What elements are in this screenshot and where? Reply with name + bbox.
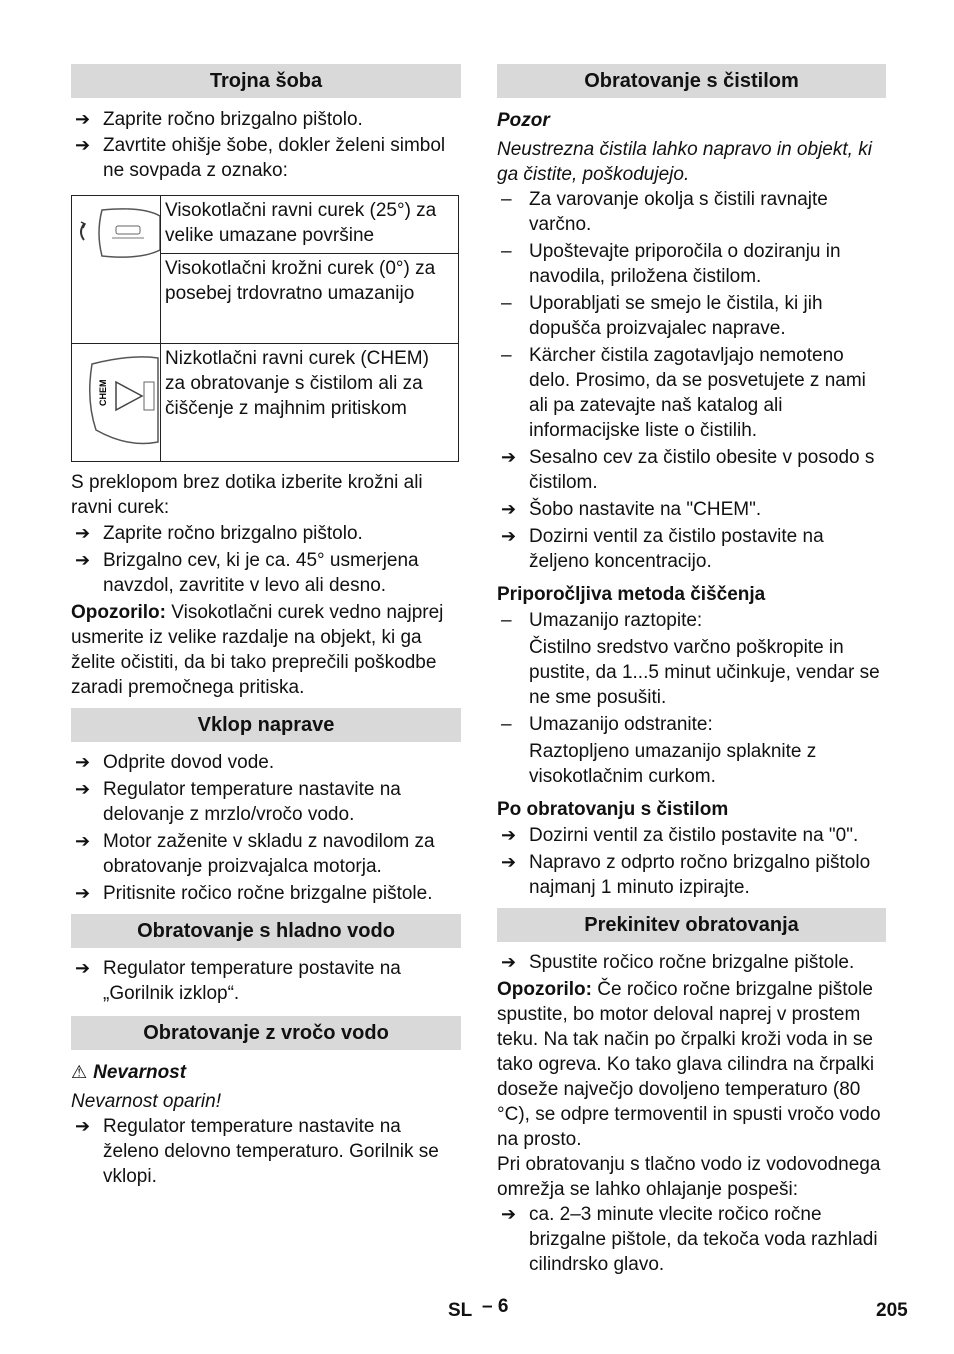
subheading-metoda: Priporočljiva metoda čiščenja [497,584,766,605]
arrow-icon: ➔ [75,831,91,851]
danger-heading: ⚠ Nevarnost [71,1062,187,1083]
arrow-icon: ➔ [75,523,91,543]
arrow-icon: ➔ [75,109,91,129]
nozzle-rotate-illustration [72,196,161,344]
arrow-icon: ➔ [501,952,517,972]
section-heading-vklop: Vklop naprave [71,708,461,742]
right-column [497,64,886,1277]
step: ➔ Regulator temperature nastavite na delovanje z mrzlo/vročo vodo. [75,779,401,825]
section-heading-trojna-soba: Trojna šoba [71,64,461,98]
nozzle-row-0: Visokotlačni krožni curek (0°) za posebej trdovratno umazanijo [161,253,459,343]
step: ➔ ca. 2–3 minute vlecite ročico ročne brizgalne pištole, da tekoča voda razhladi cilindrsko glavo. [501,1204,878,1275]
arrow-icon: ➔ [501,852,517,872]
arrow-icon: ➔ [75,883,91,903]
dash-item: – Uporabljati se smejo le čistila, ki jih dopušča proizvajalec naprave. [501,293,823,339]
step: ➔ Dozirni ventil za čistilo postavite na željeno koncentracijo. [501,526,824,572]
step: ➔ Odprite dovod vode. [75,752,275,773]
section-heading-cistilo: Obratovanje s čistilom [497,64,886,98]
warning-triangle-icon: ⚠ [71,1062,88,1082]
subheading-po: Po obratovanju s čistilom [497,799,729,820]
paragraph: Pri obratovanju s tlačno vodo iz vodovodnega omrežja se lahko ohlajanje pospeši: [497,1154,881,1200]
dash-item: – Upoštevajte priporočila o doziranju in navodila, priložena čistilom. [501,241,841,287]
paragraph: Čistilno sredstvo varčno poškropite in pustite, da 1...5 minut učinkuje, vendar se ne sme posušiti. [529,637,880,708]
step: ➔ Regulator temperature nastavite na želeno delovno temperaturo. Gorilnik se vklopi. [75,1116,439,1187]
arrow-icon: ➔ [501,447,517,467]
step: ➔ Sesalno cev za čistilo obesite v posodo s čistilom. [501,447,875,493]
step: ➔ Zavrtite ohišje šobe, dokler želeni simbol ne sovpada z oznako: [75,135,446,181]
step: ➔ Spustite ročico ročne brizgalne pištole. [501,952,855,973]
step: ➔ Motor zaženite v skladu z navodilom za obratovanje proizvajalca motorja. [75,831,435,877]
step: ➔ Brizgalno cev, ki je ca. 45° usmerjena navzdol, zavritite v levo ali desno. [75,550,419,596]
arrow-icon: ➔ [75,1116,91,1136]
dash-item: – Umazanijo odstranite: [501,714,713,735]
nozzle-row-chem: Nizkotlačni ravni curek (CHEM) za obratovanje s čistilom ali za čiščenje z majhnim pritiskom [161,344,459,462]
footer-language: SL [448,1300,473,1321]
step: ➔ Dozirni ventil za čistilo postavite na "0". [501,825,859,846]
nozzle-table [71,195,459,462]
arrow-icon: ➔ [501,825,517,845]
step: ➔ Regulator temperature postavite na „Gorilnik izklop“. [75,958,401,1004]
dash-item: – Za varovanje okolja s čistili ravnajte varčno. [501,189,828,235]
arrow-icon: ➔ [75,958,91,978]
danger-text: Nevarnost oparin! [71,1091,221,1112]
arrow-icon: ➔ [75,135,91,155]
step: ➔ Zaprite ročno brizgalno pištolo. [75,109,363,130]
paragraph: Raztopljeno umazanijo splaknite z visokotlačnim curkom. [529,741,817,787]
step: ➔ Napravo z odprto ročno brizgalno pištolo najmanj 1 minuto izpirajte. [501,852,871,898]
paragraph: S preklopom brez dotika izberite krožni ali ravni curek: [71,472,423,518]
footer-subpage: – 6 [482,1296,509,1317]
note: Opozorilo: Visokotlačni curek vedno najprej usmerite iz velike razdalje na objekt, ki ga želite očistiti, da bi tako preprečili poškodbe zaradi premočnega pritiska. [71,602,444,698]
chem-label: CHEM [98,379,108,406]
step: ➔ Šobo nastavite na "CHEM". [501,499,762,520]
arrow-icon: ➔ [75,550,91,570]
section-heading-prekinitev: Prekinitev obratovanja [497,908,886,942]
page-number: 205 [876,1300,908,1321]
note: Opozorilo: Če ročico ročne brizgalne pištole spustite, bo motor deloval naprej v prostem teku. Na tak način po črpalki kroži voda in se tako ogreva. Ko tako glava cilindra na črpalki doseže največjo dovoljeno temperaturo (80 °C), se odpre termoventil in spusti vročo vodo na prosto. [497,979,881,1150]
dash-item: – Umazanijo raztopite: [501,610,703,631]
left-column [71,64,461,1189]
step: ➔ Zaprite ročno brizgalno pištolo. [75,523,363,544]
dash-item: – Kärcher čistila zagotavljajo nemoteno delo. Prosimo, da se posvetujete z nami ali pa zatevajte naš katalog ali informacijske liste o čistilih. [501,345,866,441]
section-heading-vroco: Obratovanje z vročo vodo [71,1016,461,1050]
arrow-icon: ➔ [501,499,517,519]
caution-text: Neustrezna čistila lahko napravo in objekt, ki ga čistite, poškodujejo. [497,139,872,185]
nozzle-chem-illustration [72,344,161,462]
arrow-icon: ➔ [75,779,91,799]
arrow-icon: ➔ [501,526,517,546]
nozzle-row-25: Visokotlačni ravni curek (25°) za velike umazane površine [161,196,459,254]
section-heading-hladno: Obratovanje s hladno vodo [71,914,461,948]
step: ➔ Pritisnite ročico ročne brizgalne pištole. [75,883,433,904]
arrow-icon: ➔ [501,1204,517,1224]
arrow-icon: ➔ [75,752,91,772]
caution-heading: Pozor [497,110,550,131]
